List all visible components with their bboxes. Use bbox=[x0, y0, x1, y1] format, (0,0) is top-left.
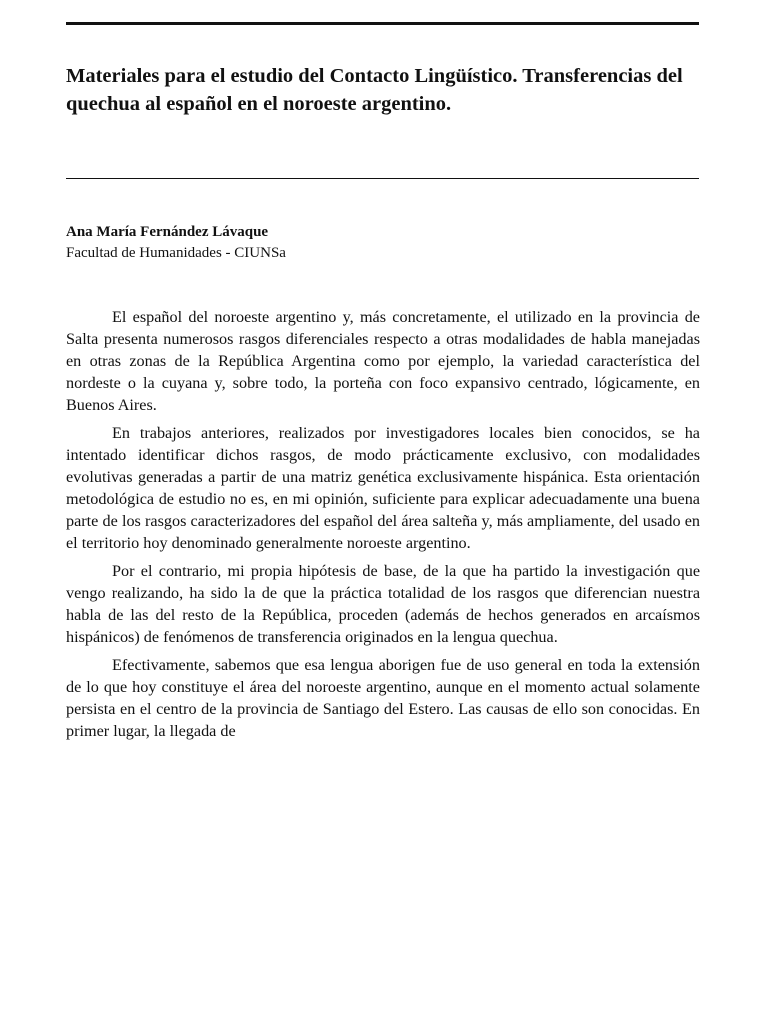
body-paragraph: Efectivamente, sabemos que esa lengua aborigen fue de uso general en toda la extensión de lo que hoy constituye el área del noroeste argentino, aunque en el momento actual solamente persista en el centro de la provincia de Santiago del Estero. Las causas de ello son conocidas. En primer lugar, la llegada de bbox=[66, 656, 700, 740]
body-paragraph: Por el contrario, mi propia hipótesis de base, de la que ha partido la investigación que vengo realizando, ha sido la de que la práctica totalidad de los rasgos que diferencian nuestra habla de las del resto de la República, proceden (además de hechos generados en arcaísmos hispánicos) de fenómenos de transferencia originados en la lengua quechua. bbox=[66, 562, 700, 646]
author-affiliation: Facultad de Humanidades - CIUNSa bbox=[66, 245, 286, 261]
body-paragraph: El español del noroeste argentino y, más concretamente, el utilizado en la provincia de Salta presenta numerosos rasgos diferenciales respecto a otras modalidades de habla manejadas en otras zonas de la República Argentina como por ejemplo, la variedad característica del nordeste o la cuyana y, sobre todo, la porteña con foco expansivo centrado, lógicamente, en Buenos Aires. bbox=[66, 308, 700, 414]
article-title: Materiales para el estudio del Contacto Lingüístico. Transferencias del quechua al español en el noroeste argentino. bbox=[66, 65, 683, 115]
body-paragraph: En trabajos anteriores, realizados por investigadores locales bien conocidos, se ha intentado identificar dichos rasgos, de modo prácticamente exclusivo, con modalidades evolutivas generadas a partir de una matriz genética exclusivamente hispánica. Esta orientación metodológica de estudio no es, en mi opinión, suficiente para explicar adecuadamente una buena parte de los rasgos caracterizadores del español del área salteña y, más ampliamente, del usado en el territorio hoy denominado generalmente noroeste argentino. bbox=[66, 424, 700, 552]
top-rule bbox=[66, 22, 699, 25]
author-name: Ana María Fernández Lávaque bbox=[66, 224, 269, 240]
article-body bbox=[66, 306, 700, 748]
title-separator-rule bbox=[66, 178, 699, 179]
